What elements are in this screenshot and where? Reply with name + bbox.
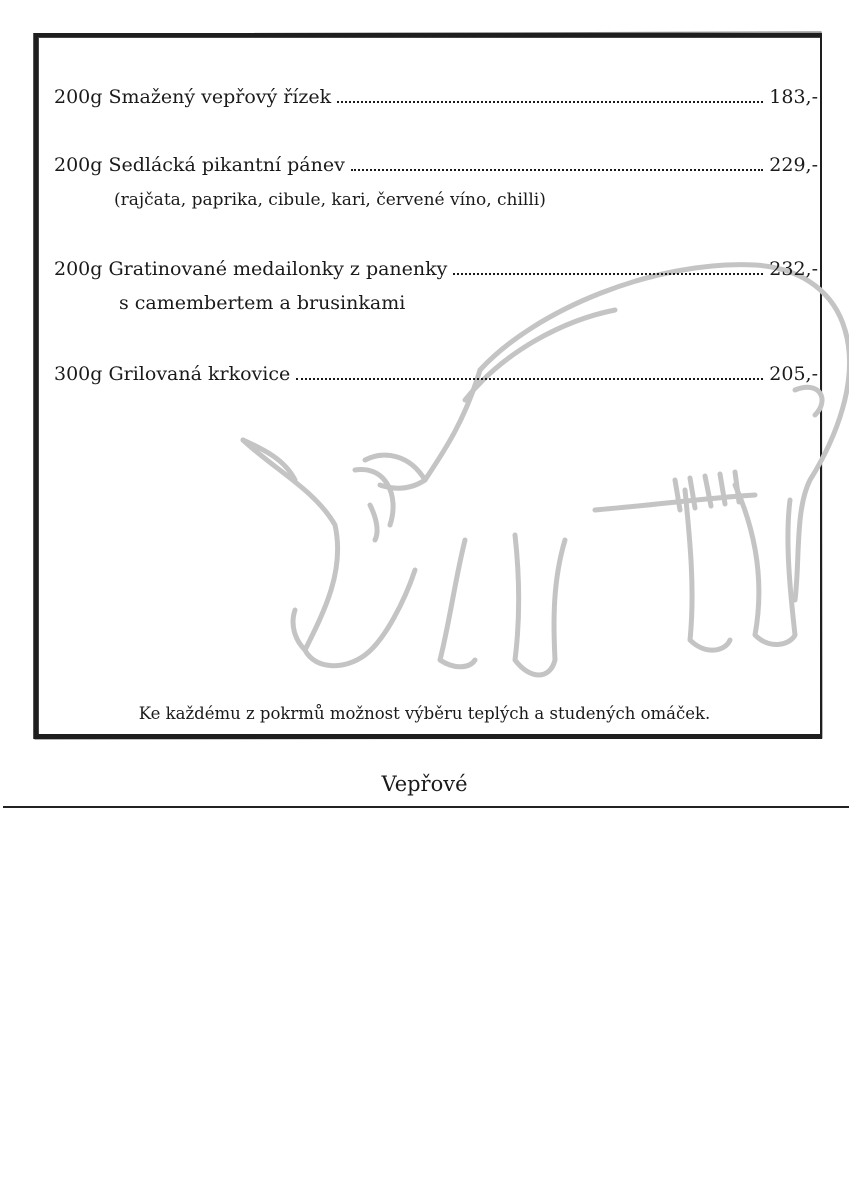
leader-dots bbox=[351, 168, 763, 171]
menu-item-name: 200g Sedlácká pikantní pánev bbox=[54, 154, 345, 176]
menu-item-price: 232,- bbox=[769, 258, 818, 280]
section-title: Vepřové bbox=[381, 772, 468, 796]
leader-dots bbox=[453, 272, 763, 275]
menu-item-price: 229,- bbox=[769, 154, 818, 176]
menu-item-description: (rajčata, paprika, cibule, kari, červené víno, chilli) bbox=[114, 190, 546, 210]
section-divider bbox=[3, 806, 849, 808]
menu-item bbox=[54, 258, 818, 280]
menu-item bbox=[54, 363, 818, 385]
menu-item bbox=[54, 154, 818, 176]
menu-item-description: s camembertem a brusinkami bbox=[119, 292, 406, 314]
menu-item-name: 200g Smažený vepřový řízek bbox=[54, 86, 332, 108]
menu-item-price: 183,- bbox=[769, 86, 818, 108]
leader-dots bbox=[337, 100, 763, 103]
menu-item-name: 200g Gratinované medailonky z panenky bbox=[54, 258, 448, 280]
menu-item-price: 205,- bbox=[769, 363, 818, 385]
menu-item-name: 300g Grilovaná krkovice bbox=[54, 363, 291, 385]
sauce-note: Ke každému z pokrmů možnost výběru teplých a studených omáček. bbox=[138, 704, 711, 723]
leader-dots bbox=[296, 377, 763, 380]
menu-item bbox=[54, 86, 818, 108]
